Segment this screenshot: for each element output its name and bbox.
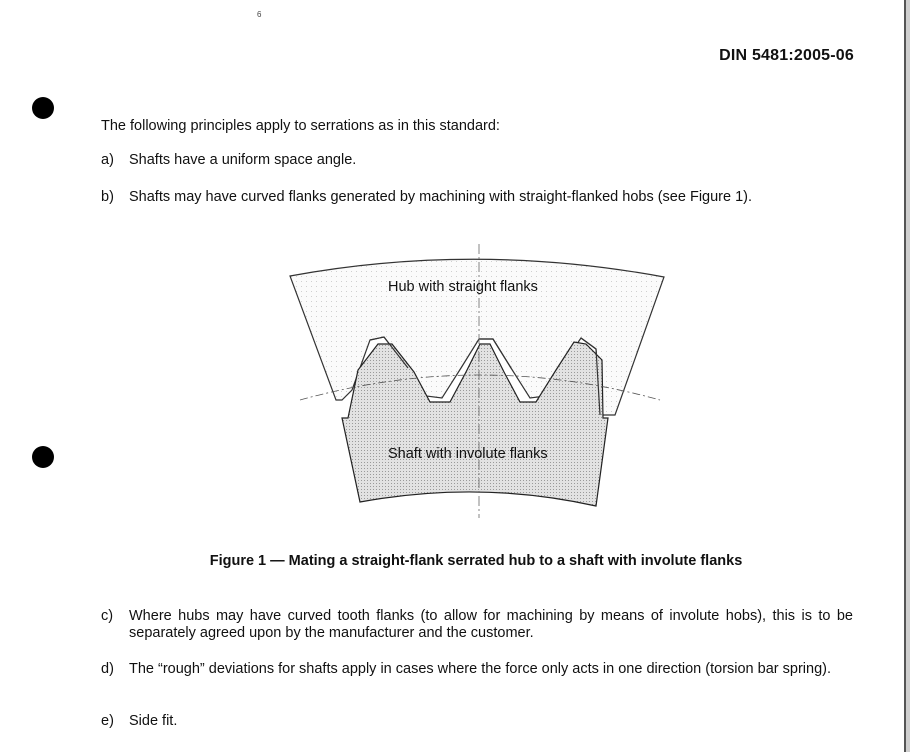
intro-paragraph: The following principles apply to serrations as in this standard:	[101, 118, 500, 134]
hub-label: Hub with straight flanks	[388, 279, 538, 295]
shaft-outline	[342, 342, 608, 506]
list-marker: b)	[101, 189, 114, 205]
punch-hole-top	[32, 97, 54, 119]
list-marker: d)	[101, 661, 114, 677]
list-text: Where hubs may have curved tooth flanks (to allow for machining by means of involute hobs), this is to be separately agreed upon by the manufacturer and the customer.	[129, 608, 853, 641]
list-item-e	[101, 713, 177, 730]
list-text: The “rough” deviations for shafts apply in cases where the force only acts in one direction (torsion bar spring).	[129, 661, 831, 677]
figure-caption: Figure 1 — Mating a straight-flank serrated hub to a shaft with involute flanks	[209, 553, 743, 569]
punch-hole-middle	[32, 446, 54, 468]
list-item-d	[101, 661, 853, 678]
list-text: Side fit.	[129, 713, 178, 729]
list-text: Shafts have a uniform space angle.	[129, 152, 357, 168]
list-item-a	[101, 152, 356, 169]
list-marker: e)	[101, 713, 114, 729]
page-mark: 6	[257, 10, 262, 19]
shaft-label: Shaft with involute flanks	[388, 446, 548, 462]
list-text: Shafts may have curved flanks generated by machining with straight-flanked hobs (see Figure 1).	[129, 189, 753, 205]
list-marker: a)	[101, 152, 114, 168]
document-id: DIN 5481:2005-06	[719, 47, 854, 64]
list-item-c	[101, 608, 853, 642]
serration-figure	[280, 240, 680, 520]
list-marker: c)	[101, 608, 114, 624]
list-item-b	[101, 189, 752, 206]
